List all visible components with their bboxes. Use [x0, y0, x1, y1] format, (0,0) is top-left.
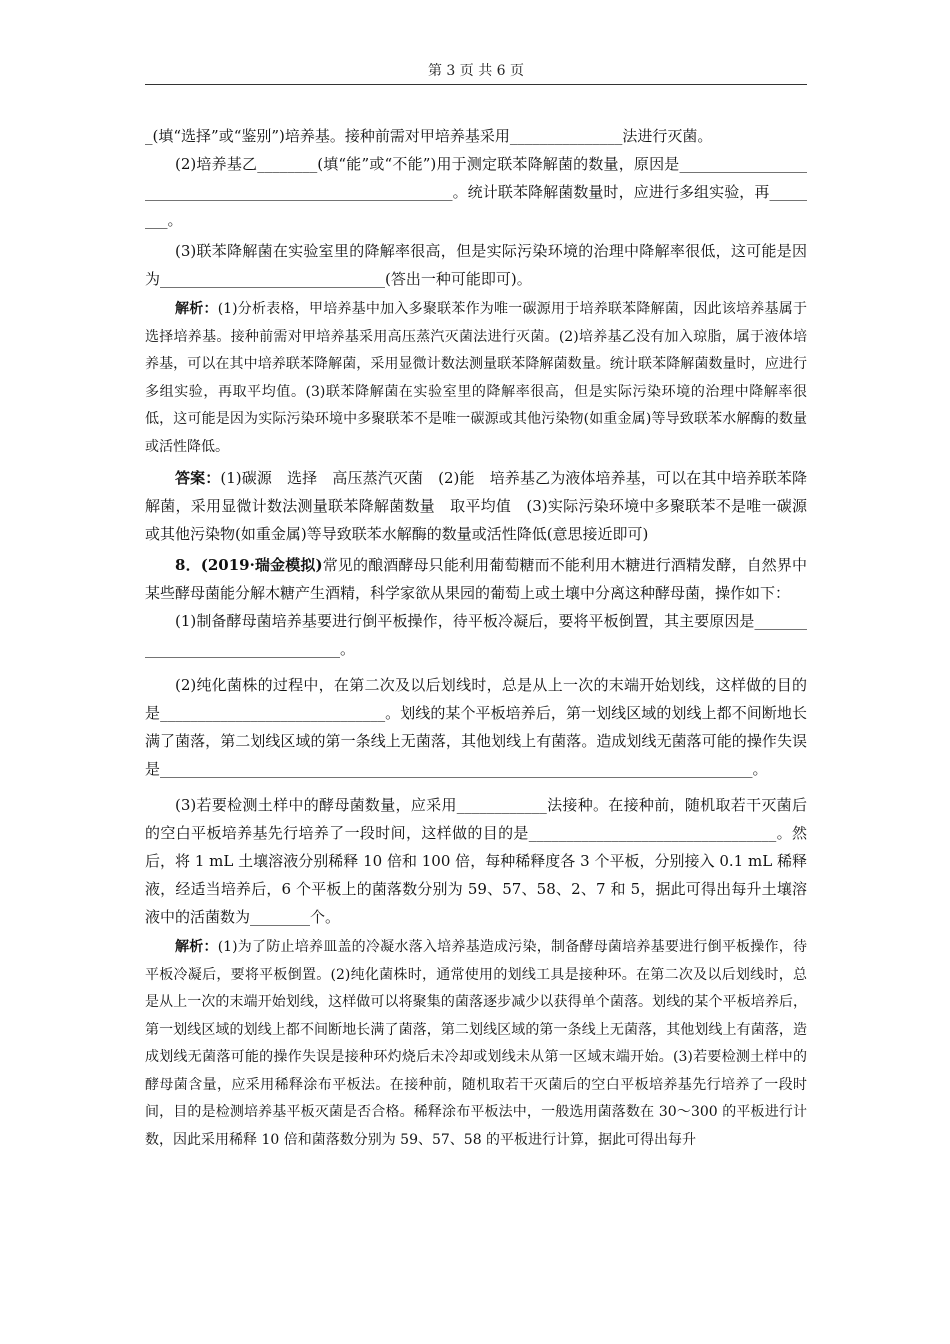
analysis-text: (1)为了防止培养皿盖的冷凝水落入培养基造成污染，制备酵母菌培养基要进行倒平板操作，待平板冷凝后，要将平板倒置。(2)纯化菌株时，通常使用的划线工具是接种环。在第二次及以后划线时，总是从上一次的末端开始划线，这样做可以将聚集的菌落逐步减少以获得单个菌落。划线的某个平板培养后，第一划线区域的划线上都不间断地长满了菌落，第二划线区域的第一条线上无菌落，其他划线上有菌落，造成划线无菌落可能的操作失误是接种环灼烧后未冷却或划线未从第一区域末端开始。(3)若要检测土样中的酵母菌含量，应采用稀释涂布平板法。在接种前，随机取若干灭菌后的空白平板培养基先行培养了一段时间，目的是检测培养基平板灭菌是否合格。稀释涂布平板法中，一般选用菌落数在 30～300 的平板进行计数，因此采用稀释 10 倍和菌落数分别为 59、57、58 的平板进行计算，据此可得出每升 — [145, 939, 807, 1148]
q8-analysis — [145, 934, 807, 1154]
q7-answer — [145, 464, 807, 548]
page-header: 第 3 页 共 6 页 — [427, 63, 525, 79]
analysis-text: (1)分析表格，甲培养基中加入多聚联苯作为唯一碳源用于培养联苯降解菌，因此该培养基属于选择培养基。接种前需对甲培养基采用高压蒸汽灭菌法进行灭菌。(2)培养基乙没有加入琼脂，属于液体培养基，可以在其中培养联苯降解菌，采用显微计数法测量联苯降解菌数量。统计联苯降解菌数量时，应进行多组实验，再取平均值。(3)联苯降解菌在实验室里的降解率很高，但是实际污染环境的治理中降解率很低，这可能是因为实际污染环境中多聚联苯不是唯一碳源或其他污染物(如重金属)等导致联苯水解酶的数量或活性降低。 — [145, 301, 807, 455]
analysis-label: 解析： — [175, 301, 218, 317]
q7-analysis — [145, 296, 807, 461]
analysis-label: 解析： — [175, 939, 218, 955]
q8-part2: (2)纯化菌株的过程中，在第二次及以后划线时，总是从上一次的末端开始划线，这样做的目的是______________________________。划线的某个平板培养后，第一划线区域的划线上都不间断地长满了菌落，第二划线区域的第一条线上无菌落，其他划线上有菌落。造成划线无菌落可能的操作失误是_______________________________________________________________________________。 — [145, 676, 807, 778]
q7-part3: (3)联苯降解菌在实验室里的降解率很高，但是实际污染环境的治理中降解率很低，这可能是因为______________________________(答出一种可能即可)。 — [145, 242, 807, 288]
question-number: 8． — [175, 556, 201, 574]
q8-part3: (3)若要检测土样中的酵母菌数量，应采用____________法接种。在接种前，随机取若干灭菌后的空白平板培养基先行培养了一段时间，这样做的目的是_________________________________。然后，将 1 mL 土壤溶液分别稀释 10 倍和 100 倍，每种稀释度各 3 个平板，分别接入 0.1 mL 稀释液，经适当培养后，6 个平板上的菌落数分别为 59、57、58、2、7 和 5，据此可得出每升土壤溶液中的活菌数为________个。 — [145, 796, 807, 926]
answer-label: 答案： — [175, 469, 221, 487]
question-source: (2019·瑞金模拟) — [200, 556, 323, 574]
header-divider — [145, 84, 807, 85]
q7-part2: (2)培养基乙________(填“能”或“不能”)用于测定联苯降解菌的数量，原因是__________________________________________________________。统计联苯降解菌数量时，应进行多组实验，再________。 — [145, 155, 807, 229]
q8-stem — [145, 551, 807, 607]
question-stem-text: 常见的酿酒酵母只能利用葡萄糖而不能利用木糖进行酒精发酵，自然界中某些酵母菌能分解木糖产生酒精，科学家欲从果园的葡萄上或土壤中分离这种酵母菌，操作如下： — [145, 556, 807, 602]
q8-part1: (1)制备酵母菌培养基要进行倒平板操作，待平板冷凝后，要将平板倒置，其主要原因是_________________________________。 — [145, 612, 807, 658]
q7-part1-continuation: _(填“选择”或“鉴别”)培养基。接种前需对甲培养基采用_______________法进行灭菌。 — [145, 127, 713, 145]
answer-text: (1)碳源 选择 高压蒸汽灭菌 (2)能 培养基乙为液体培养基，可以在其中培养联苯降解菌，采用显微计数法测量联苯降解菌数量 取平均值 (3)实际污染环境中多聚联苯不是唯一碳源或其他污染物(如重金属)等导致联苯水解酶的数量或活性降低(意思接近即可) — [145, 469, 807, 543]
page-content — [145, 122, 807, 1154]
